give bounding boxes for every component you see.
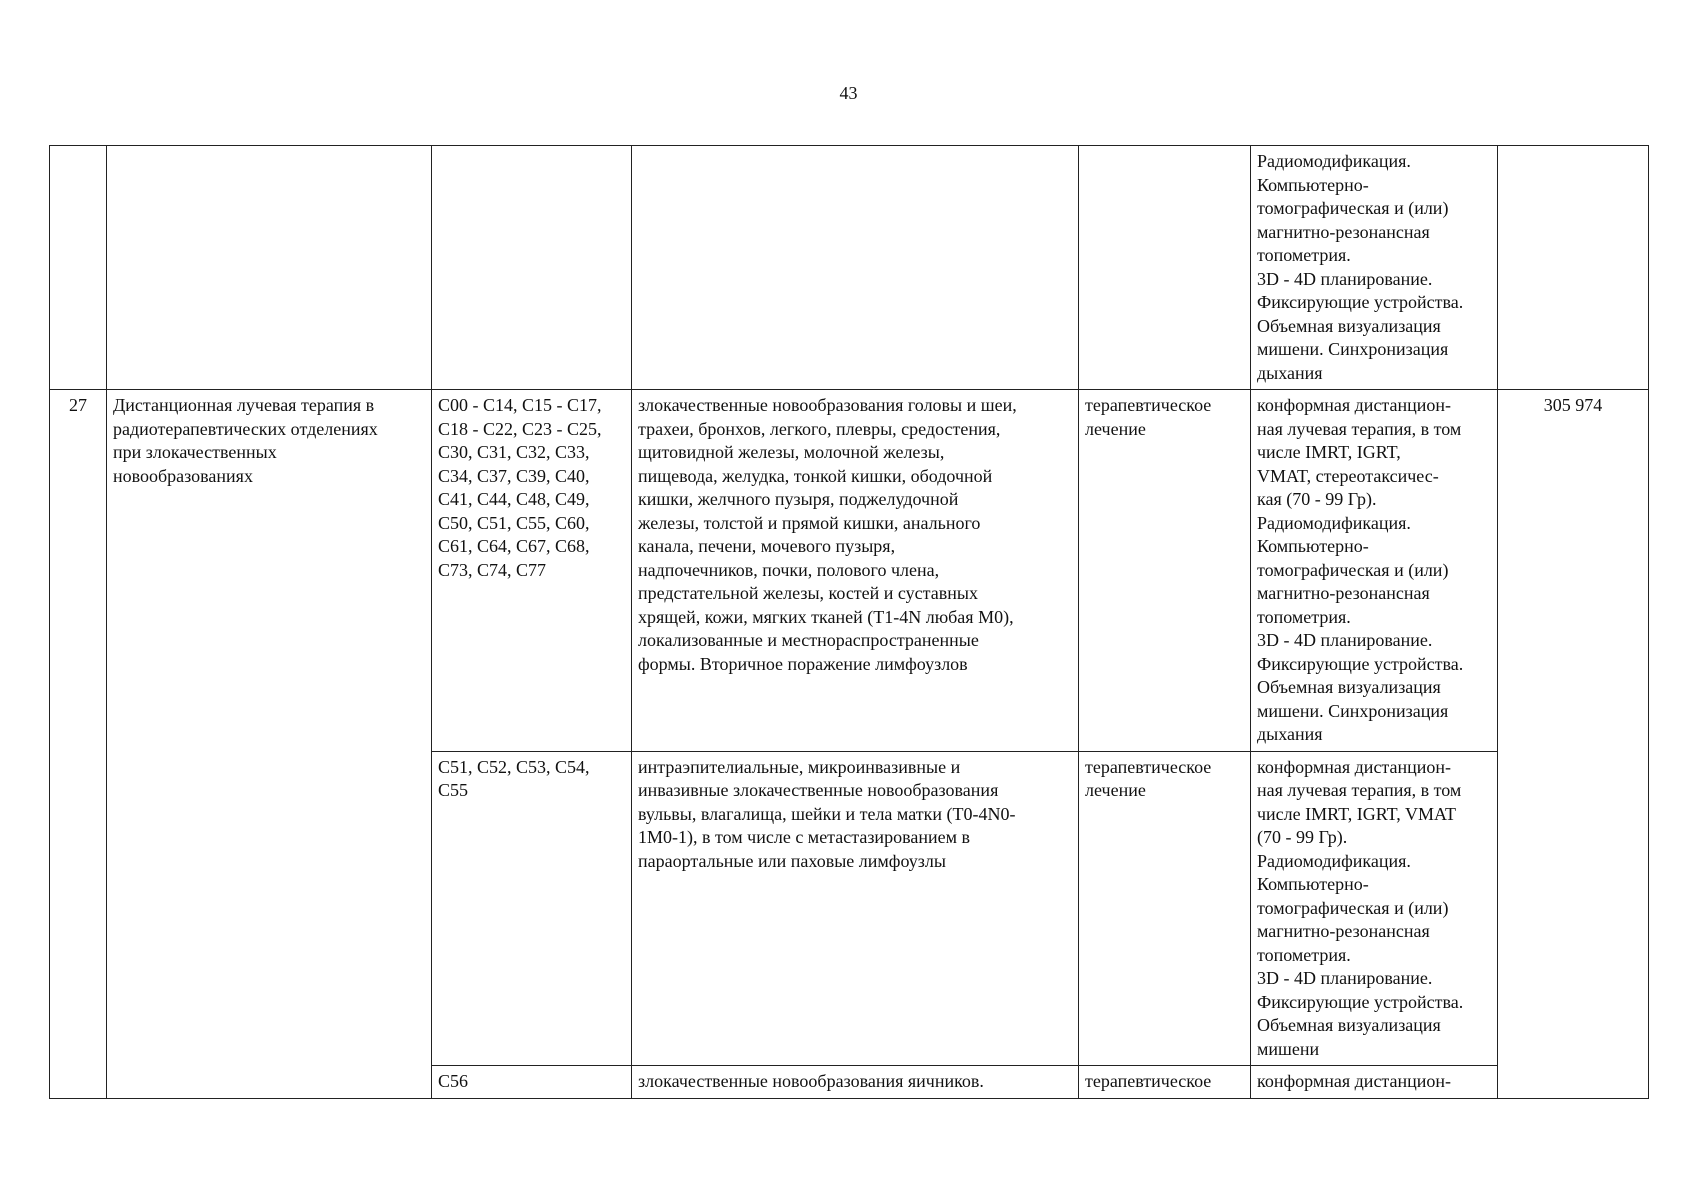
icd-codes-cell: C51, C52, C53, C54, C55 [432, 751, 632, 1066]
cell-method: Радиомодификация. Компьютерно- томографическая и (или) магнитно-резонансная топометрия. 3D - 4D планирование. Фиксирующие устройства. Объемная визуализация мишени. Синхронизация дыхания [1251, 146, 1498, 390]
group-number-cell: 27 [50, 390, 107, 1099]
cell-price [1498, 146, 1649, 390]
patient-model-cell: злокачественные новообразования головы и шеи, трахеи, бронхов, легкого, плевры, средостения, щитовидной железы, молочной железы, пищевода, желудка, тонкой кишки, ободочной кишки, желчного пузыря, поджелудочной железы, толстой и прямой кишки, анального канала, печени, мочевого пузыря, надпочечников, почки, полового члена, предстательной железы, костей и суставных хрящей, кожи, мягких тканей (T1-4N любая M0), локализованные и местнораспространенные формы. Вторичное поражение лимфоузлов [632, 390, 1079, 752]
treatment-method-cell: конформная дистанцион- ная лучевая терапия, в том числе IMRT, IGRT, VMAT, стереотаксичес- кая (70 - 99 Гр). Радиомодификация. Компьютерно- томографическая и (или) магнитно-резонансная топометрия. 3D - 4D планирование. Фиксирующие устройства. Объемная визуализация мишени. Синхронизация дыхания [1251, 390, 1498, 752]
group-name-cell: Дистанционная лучевая терапия в радиотерапевтических отделениях при злокачественных новообразованиях [107, 390, 432, 1099]
patient-model-cell: интраэпителиальные, микроинвазивные и инвазивные злокачественные новообразования вульвы, влагалища, шейки и тела матки (T0-4N0- 1M0-1), в том числе с метастазированием в параортальные или паховые лимфоузлы [632, 751, 1079, 1066]
cell-codes [432, 146, 632, 390]
cell-name [107, 146, 432, 390]
treatment-type-cell: терапевтическое лечение [1079, 751, 1251, 1066]
table-row [50, 390, 1649, 752]
icd-codes-cell: C56 [432, 1066, 632, 1099]
cell-treatment [1079, 146, 1251, 390]
table-row-continuation [50, 146, 1649, 390]
page-number: 43 [839, 83, 858, 103]
patient-model-cell: злокачественные новообразования яичников. [632, 1066, 1079, 1099]
cell-number [50, 146, 107, 390]
cell-model [632, 146, 1079, 390]
medical-care-table [49, 145, 1649, 1099]
price-cell: 305 974 [1498, 390, 1649, 1099]
treatment-method-cell: конформная дистанцион- [1251, 1066, 1498, 1099]
treatment-type-cell: терапевтическое [1079, 1066, 1251, 1099]
treatment-type-cell: терапевтическое лечение [1079, 390, 1251, 752]
icd-codes-cell: C00 - C14, C15 - C17, C18 - C22, C23 - C25, C30, C31, C32, C33, C34, C37, C39, C40, C41, C44, C48, C49, C50, C51, C55, C60, C61, C64, C67, C68, C73, C74, C77 [432, 390, 632, 752]
treatment-method-cell: конформная дистанцион- ная лучевая терапия, в том числе IMRT, IGRT, VMAT (70 - 99 Гр). Радиомодификация. Компьютерно- томографическая и (или) магнитно-резонансная топометрия. 3D - 4D планирование. Фиксирующие устройства. Объемная визуализация мишени [1251, 751, 1498, 1066]
